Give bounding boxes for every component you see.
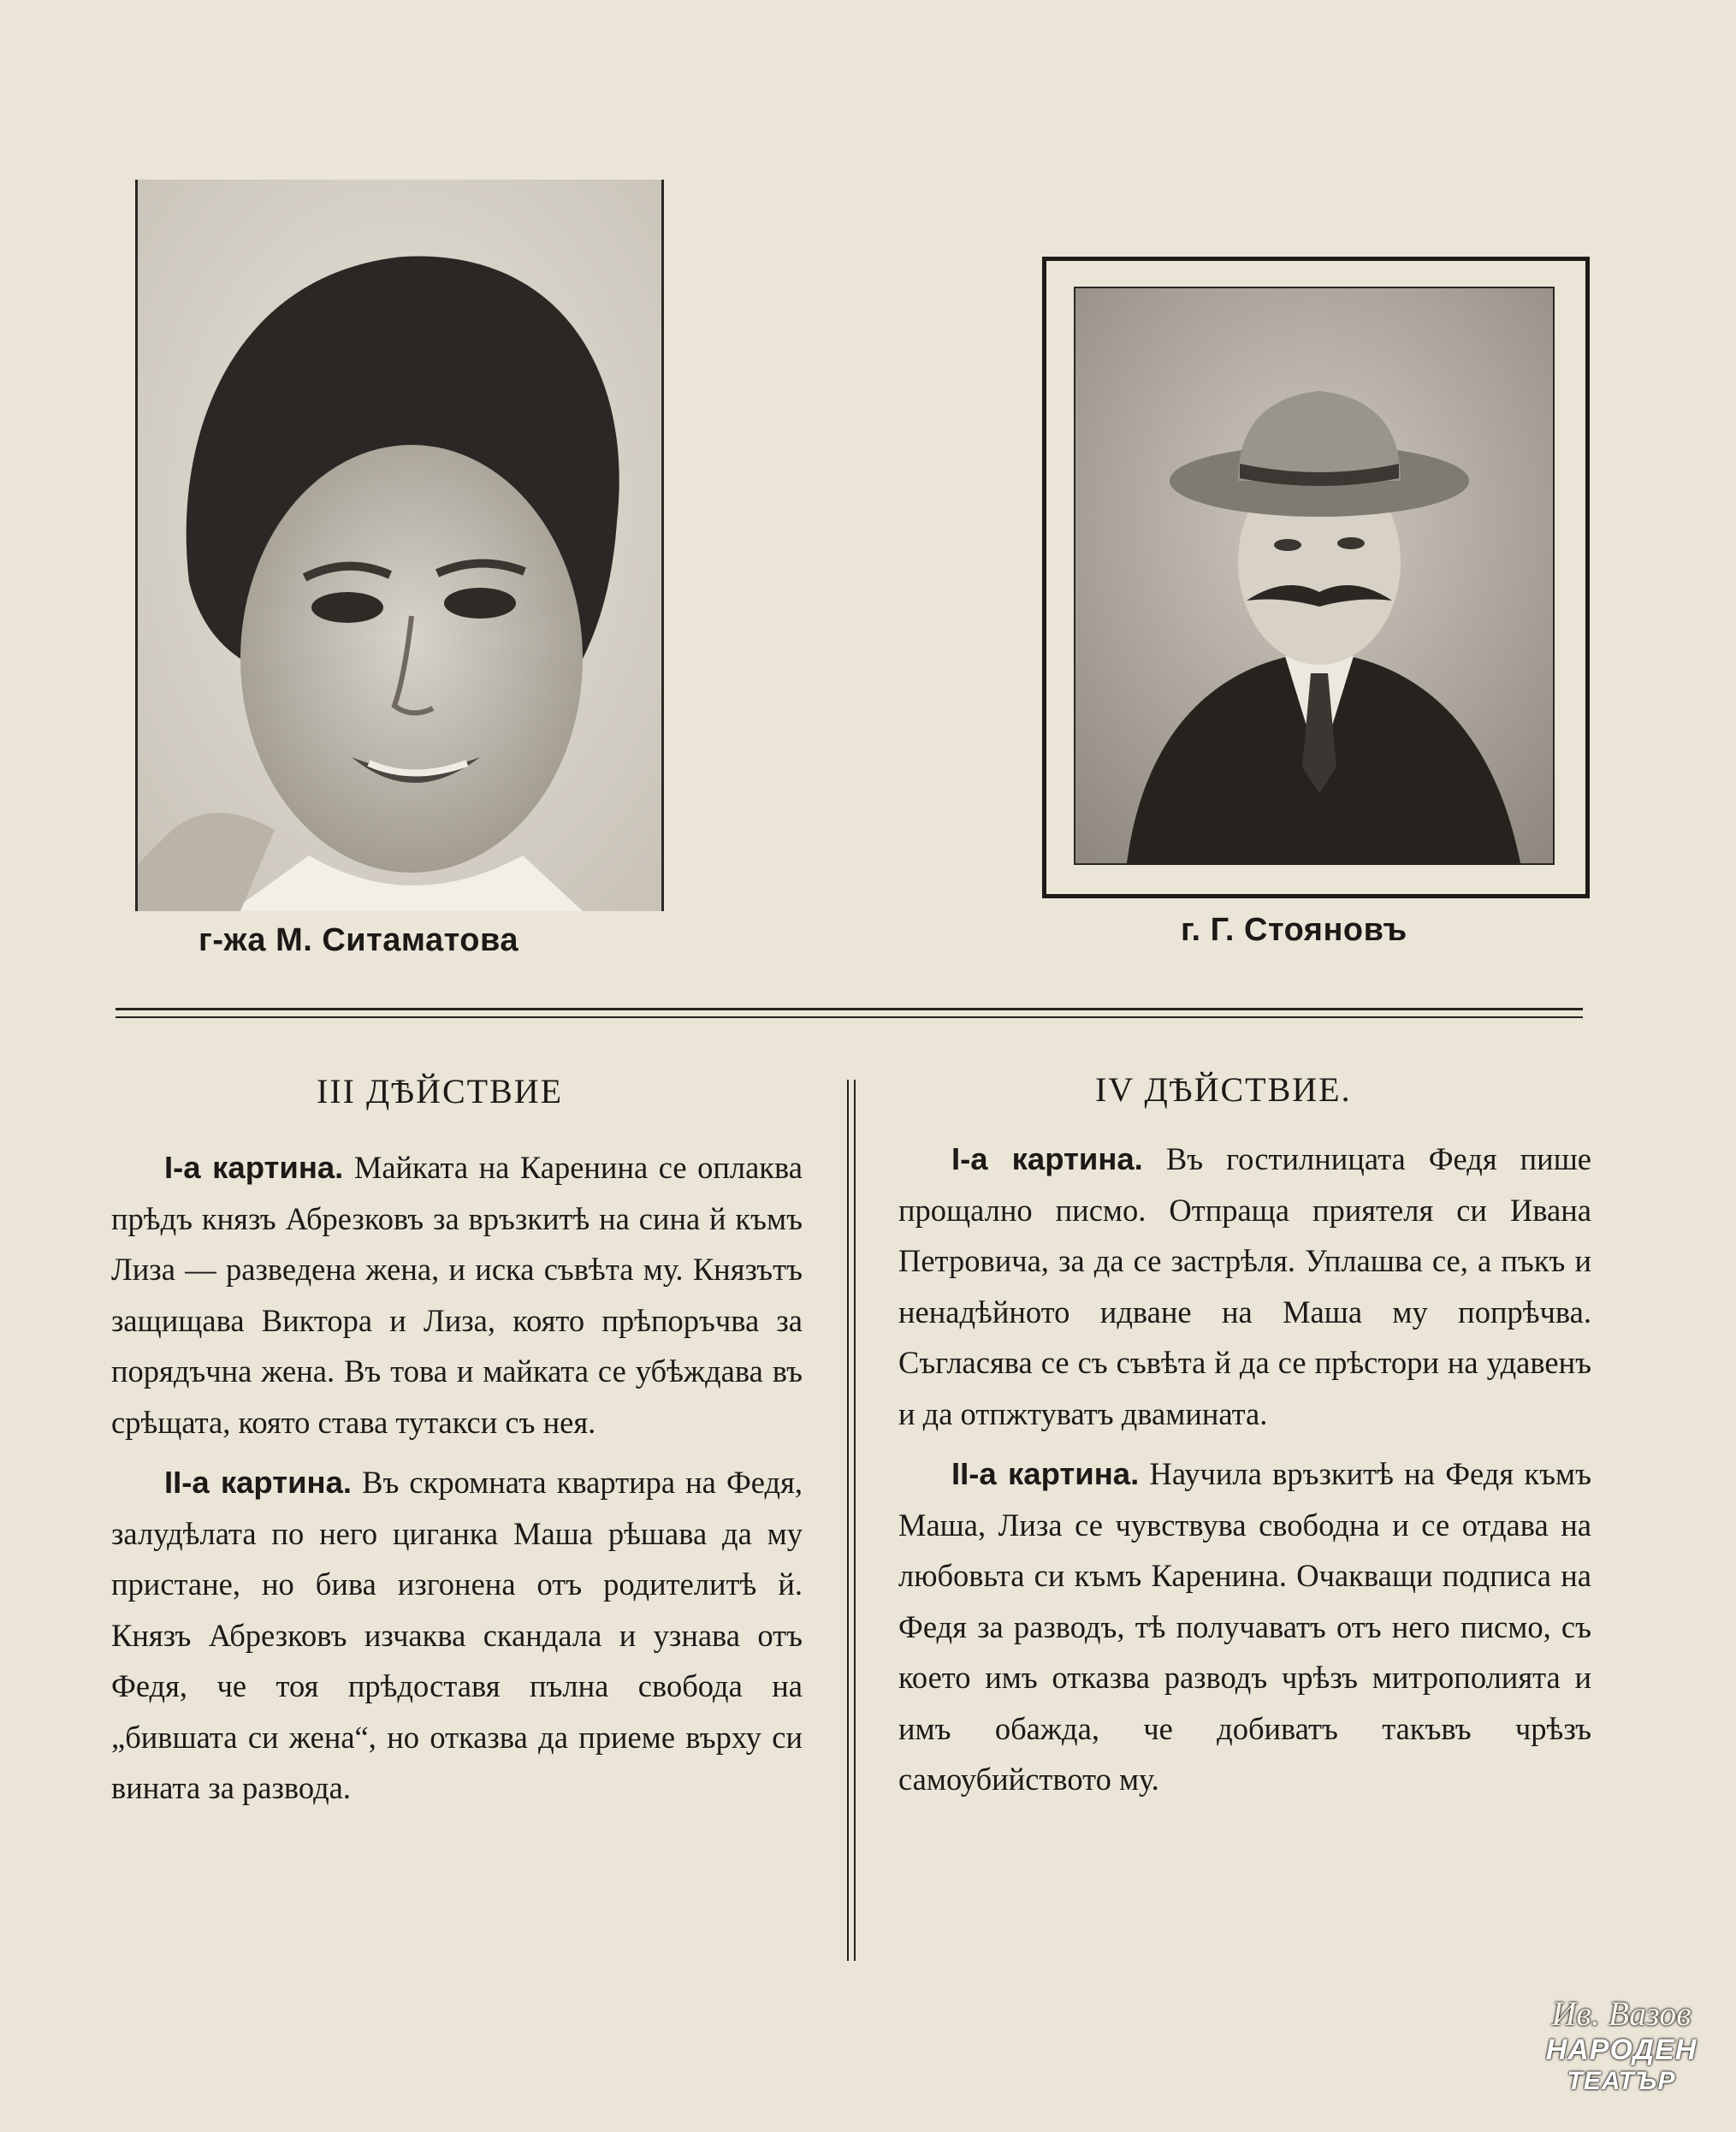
act4-title: IV ДѢЙСТВИЕ. [1095, 1070, 1352, 1109]
portrait-photo-left [135, 180, 664, 911]
act4-scene2-text: Научила връзкитѣ на Федя къмъ Маша, Лиза се чувствува свободна и се отдава на любовьта си къмъ Каренина. Очакващи подписа на Федя за разводъ, тѣ получаватъ отъ него писмо, съ което имъ отказва разводъ чрѣзъ митрополията и имъ обажда, че добиватъ такъвъ чрѣзъ самоубийството му. [898, 1456, 1591, 1797]
logo-signature: Ив. Вазов [1551, 1994, 1692, 2033]
section-rule-top [116, 1008, 1583, 1010]
act3-scene1 [111, 1142, 803, 1448]
act3-scene1-lead: I-а картина. [164, 1150, 344, 1185]
act3-title: III ДѢЙСТВИЕ [317, 1072, 564, 1110]
act3-scene2 [111, 1457, 803, 1814]
portrait-caption-right: г. Г. Стояновъ [1181, 912, 1407, 948]
theatre-logo [1540, 1993, 1703, 2122]
column-divider [854, 1080, 856, 1961]
act4-scene1-lead: I-а картина. [951, 1141, 1143, 1176]
portrait-caption-left: г-жа М. Ситаматова [198, 922, 518, 958]
act3-scene2-text: Въ скромната квартира на Федя, залудѣлата по него циганка Маша рѣшава да му пристане, но бива изгонена отъ родителитѣ й. Князъ Абрезковъ изчаква скандала и узнава отъ Федя, че тоя прѣдоставя пълна свобода на „бившата си жена“, но отказва да приеме върху си вината за развода. [111, 1465, 803, 1805]
act4-scene2-lead: II-а картина. [951, 1456, 1140, 1491]
act4-scene2 [898, 1448, 1591, 1805]
act3-scene1-text: Майката на Каренина се оплаква прѣдъ князъ Абрезковъ за връзкитѣ на сина й къмъ Лиза — разведена жена, и иска съвѣта му. Князътъ защищава Виктора и Лиза, която прѣпоръчва за порядъчна жена. Въ това и майката се убѣждава въ срѣщата, която става тутакси съ нея. [111, 1150, 803, 1440]
logo-line2: ТЕАТЪР [1567, 2067, 1676, 2095]
section-rule-bottom [116, 1016, 1583, 1018]
portrait-photo-right [1074, 287, 1555, 865]
act4-scene1-text: Въ гостилницата Федя пише прощално писмо. Отпраща приятеля си Ивана Петровича, за да се застрѣля. Уплашва се, а пъкъ и ненадѣйното идване на Маша му попрѣчва. Съгласява се съ съвѣта й да се прѣстори на удавенъ и да отпжтуватъ двамината. [898, 1141, 1592, 1431]
act4-synopsis [898, 1134, 1591, 1815]
column-divider [847, 1080, 849, 1961]
act3-scene2-lead: II-а картина. [164, 1465, 353, 1500]
act4-scene1 [898, 1134, 1591, 1439]
act3-synopsis [111, 1142, 803, 1823]
logo-line1: НАРОДЕН [1545, 2034, 1697, 2066]
